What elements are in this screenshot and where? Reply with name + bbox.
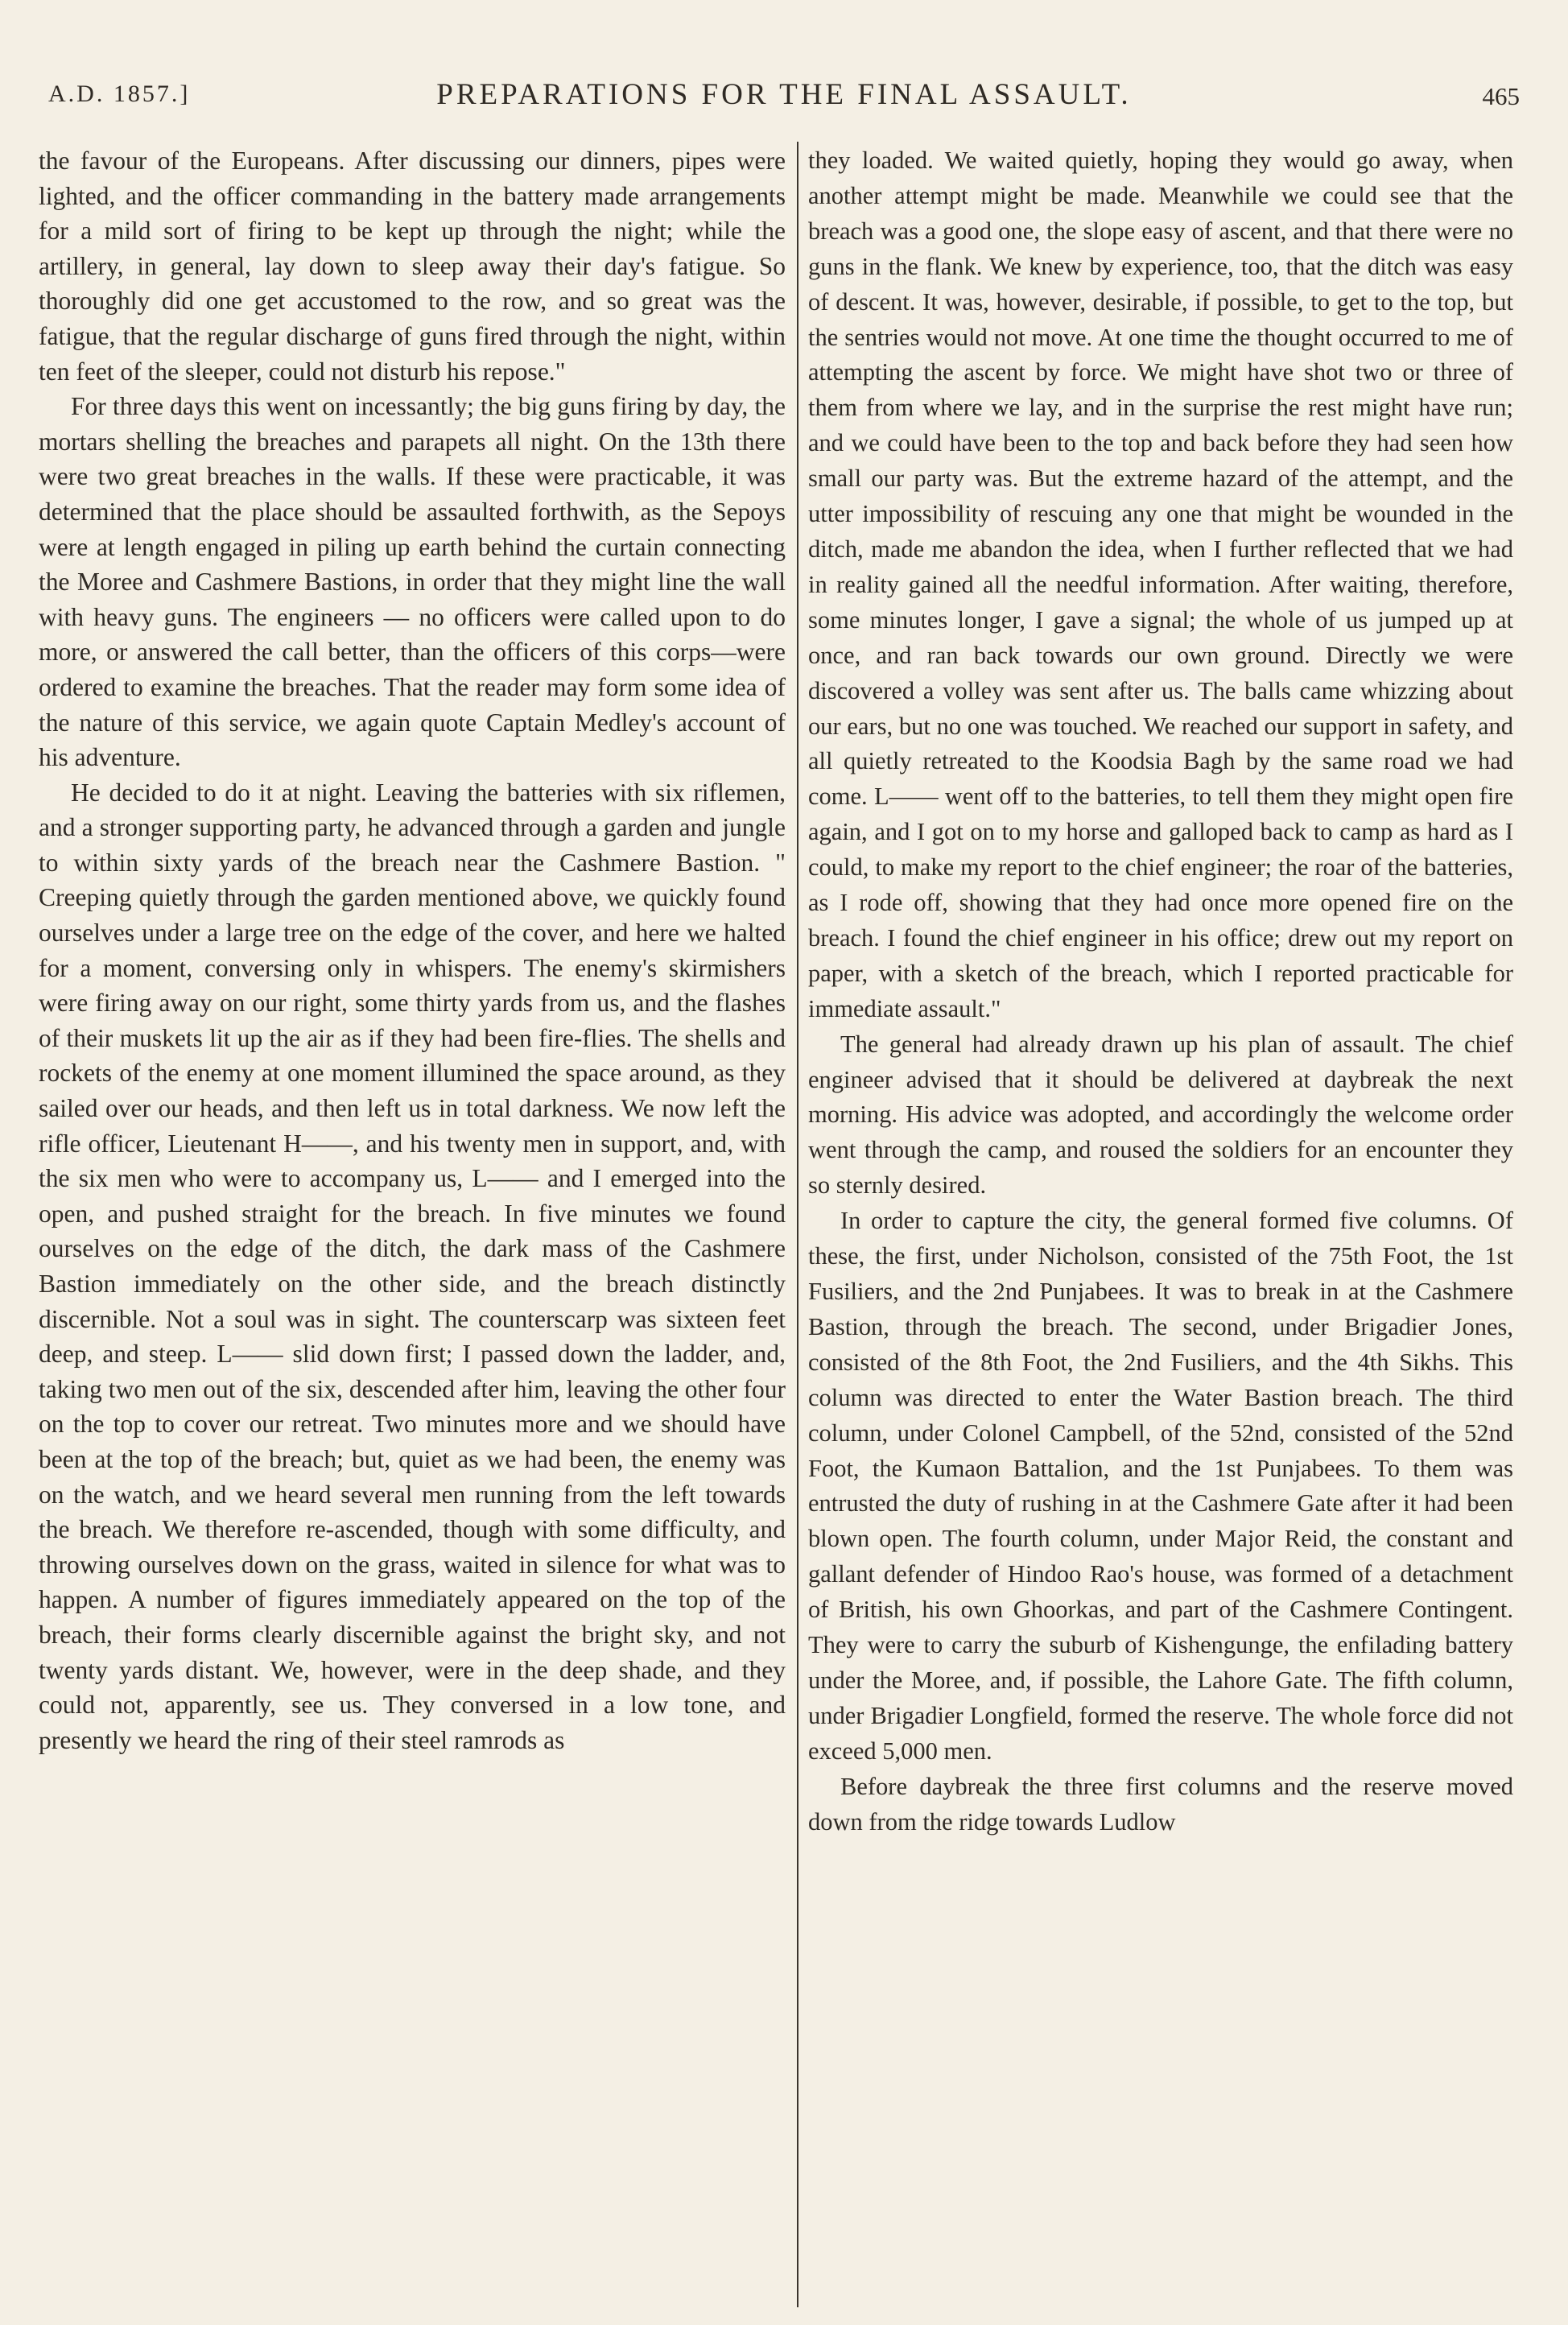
column-divider: [797, 142, 798, 2307]
header-date: A.D. 1857.]: [48, 81, 191, 107]
header-title: PREPARATIONS FOR THE FINAL ASSAULT.: [436, 78, 1132, 111]
paragraph: they loaded. We waited quietly, hoping they would go away, when another attempt might be made. Meanwhile we could see that the breach was a good one, the slope easy of ascent, and that there were no guns in the flank. We knew by experience, too, that the ditch was easy of descent. It was, however, desirable, if possible, to get to the top, but the sentries would not move. At one time the thought occurred to me of attempting the ascent by force. We might have shot two or three of them from where we lay, and in the surprise the rest might have run; and we could have been to the top and back before they had seen how small our party was. But the extreme hazard of the attempt, and the utter impossibility of rescuing any one that might be wounded in the ditch, made me abandon the idea, when I further reflected that we had in reality gained all the needful information. After waiting, therefore, some minutes longer, I gave a signal; the whole of us jumped up at once, and ran back towards our own ground. Directly we were discovered a volley was sent after us. The balls came whizzing about our ears, but no one was touched. We reached our support in safety, and all quietly retreated to the Koodsia Bagh by the same road we had come. L—— went off to the batteries, to tell them they might open fire again, and I got on to my horse and galloped back to camp as hard as I could, to make my report to the chief engineer; the roar of the batteries, as I rode off, showing that they had once more opened fire on the breach. I found the chief engineer in his office; drew out my report on paper, with a sketch of the breach, which I reported practicable for immediate assault.": [808, 147, 1513, 1022]
paragraph: He decided to do it at night. Leaving the batteries with six riflemen, and a stronger supporting party, he advanced through a garden and jungle to within sixty yards of the breach near the Cashmere Bastion. " Creeping quietly through the garden mentioned above, we quickly found ourselves under a large tree on the edge of the cover, and here we halted for a moment, conversing only in whispers. The enemy's skirmishers were firing away on our right, some thirty yards from us, and the flashes of their muskets lit up the air as if they had been fire-flies. The shells and rockets of the enemy at one moment illumined the space around, as they sailed over our heads, and then left us in total darkness. We now left the rifle officer, Lieutenant H——, and his twenty men in support, and, with the six men who were to accompany us, L—— and I emerged into the open, and pushed straight for the breach. In five minutes we found ourselves on the edge of the ditch, the dark mass of the Cashmere Bastion immediately on the other side, and the breach distinctly discernible. Not a soul was in sight. The counterscarp was sixteen feet deep, and steep. L—— slid down first; I passed down the ladder, and, taking two men out of the six, descended after him, leaving the other four on the top to cover our retreat. Two minutes more and we should have been at the top of the breach; but, quiet as we had been, the enemy was on the watch, and we heard several men running from the left towards the breach. We therefore re-ascended, though with some difficulty, and throwing ourselves down on the grass, waited in silence for what was to happen. A number of figures immediately appeared on the top of the breach, their forms clearly discernible against the bright sky, and not twenty yards distant. We, however, were in the deep shade, and they could not, apparently, see us. They conversed in a low tone, and presently we heard the ring of their steel ramrods as: [39, 778, 786, 1754]
left-column: [39, 143, 786, 2309]
paragraph: Before daybreak the three first columns and the reserve moved down from the ridge towards Ludlow: [808, 1772, 1513, 1836]
running-header: [48, 77, 1520, 126]
paragraph: In order to capture the city, the general formed five columns. Of these, the first, under Nicholson, consisted of the 75th Foot, the 1st Fusiliers, and the 2nd Punjabees. It was to break in at the Cashmere Bastion, through the breach. The second, under Brigadier Jones, consisted of the 8th Foot, the 2nd Fusiliers, and the 4th Sikhs. This column was directed to enter the Water Bastion breach. The third column, under Colonel Campbell, of the 52nd, consisted of the 52nd Foot, the Kumaon Battalion, and the 1st Punjabees. To them was entrusted the duty of rushing in at the Cashmere Gate after it had been blown open. The fourth column, under Major Reid, the constant and gallant defender of Hindoo Rao's house, was formed of a detachment of British, his own Ghoorkas, and part of the Cashmere Contingent. They were to carry the suburb of Kishengunge, the enfilading battery under the Moree, and, if possible, the Lahore Gate. The fifth column, under Brigadier Longfield, formed the reserve. The whole force did not exceed 5,000 men.: [808, 1207, 1513, 1765]
right-column: [808, 143, 1513, 2309]
paragraph: The general had already drawn up his plan of assault. The chief engineer advised that it should be delivered at daybreak the next morning. His advice was adopted, and accordingly the welcome order went through the camp, and roused the soldiers for an encounter they so sternly desired.: [808, 1030, 1513, 1200]
paragraph: For three days this went on incessantly; the big guns firing by day, the mortars shelling the breaches and parapets all night. On the 13th there were two great breaches in the walls. If these were practicable, it was determined that the place should be assaulted forthwith, as the Sepoys were at length engaged in piling up earth behind the curtain connecting the Moree and Cashmere Bastions, in order that they might line the wall with heavy guns. The engineers — no officers were called upon to do more, or answered the call better, than the officers of this corps—were ordered to examine the breaches. That the reader may form some idea of the nature of this service, we again quote Captain Medley's account of his adventure.: [39, 392, 786, 772]
page-number: 465: [1482, 82, 1520, 110]
paragraph: the favour of the Europeans. After discussing our dinners, pipes were lighted, and the officer commanding in the battery made arrangements for a mild sort of firing to be kept up through the night; while the artillery, in general, lay down to sleep away their day's fatigue. So thoroughly did one get accustomed to the row, and so great was the fatigue, that the regular discharge of guns fired through the night, within ten feet of the sleeper, could not disturb his repose.": [39, 147, 786, 386]
